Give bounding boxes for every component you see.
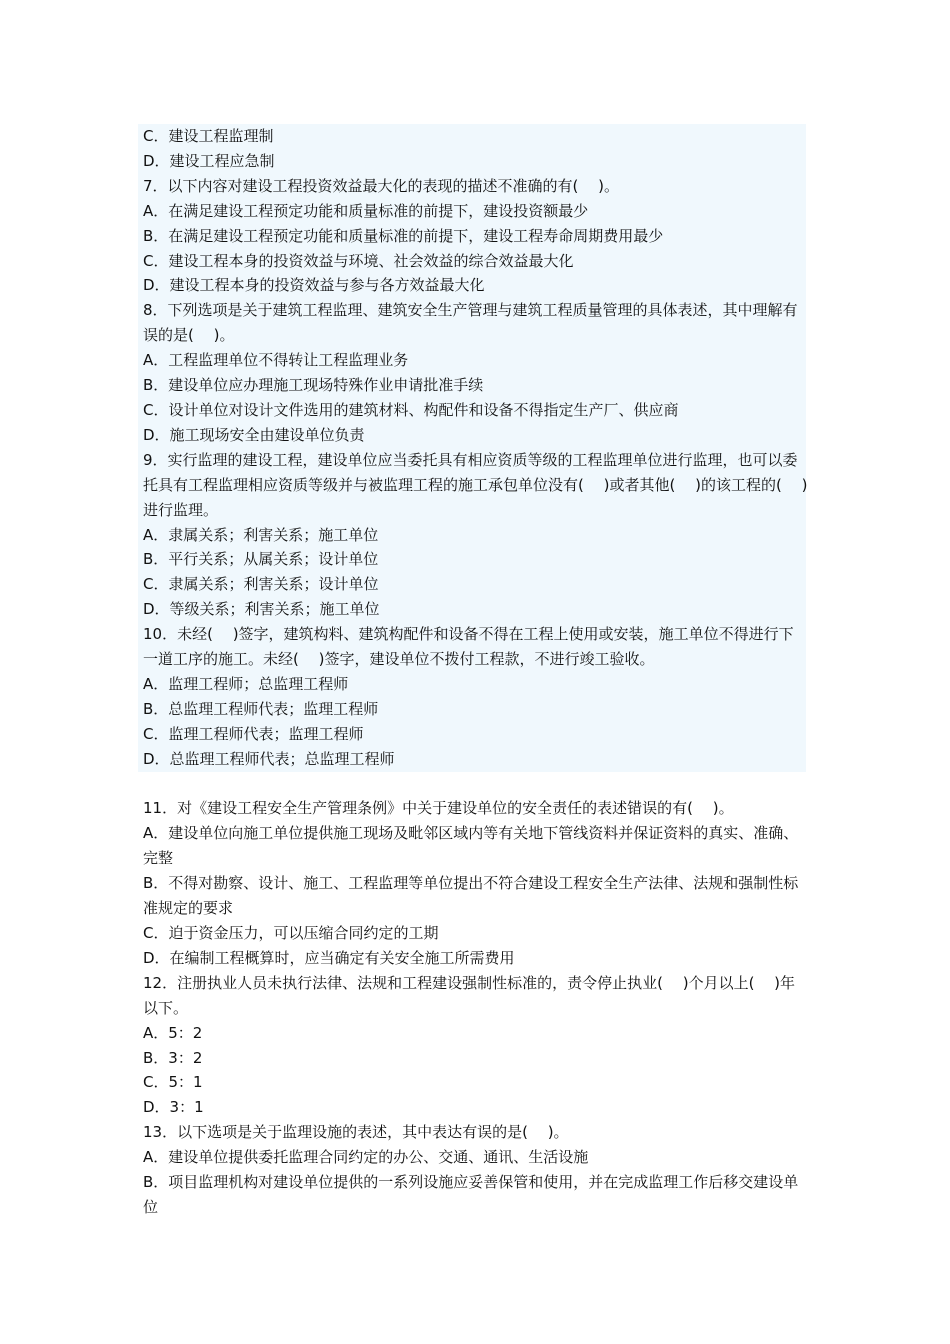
text-line: B．项目监理机构对建设单位提供的一系列设施应妥善保管和使用，并在完成监理工作后移交建设单位: [143, 1173, 799, 1216]
text-line: C．5：1: [143, 1073, 203, 1092]
text-line: C．建设工程本身的投资效益与环境、社会效益的综合效益最大化: [143, 251, 574, 270]
text-line: A．工程监理单位不得转让工程监理业务: [143, 351, 409, 370]
text-line: B．平行关系；从属关系；设计单位: [143, 550, 379, 569]
question-10: 10．未经( )签字，建筑构料、建筑构配件和设备不得在工程上使用或安装，施工单位不得进行下一道工序的施工。未经( )签字，建设单位不拨付工程款，不进行竣工验收。: [143, 625, 794, 669]
text-line: B．建设单位应办理施工现场特殊作业申请批准手续: [143, 376, 484, 395]
document-body: [143, 124, 808, 1220]
text-line: A．建设单位向施工单位提供施工现场及毗邻区域内等有关地下管线资料并保证资料的真实、准确、完整: [143, 824, 799, 868]
text-line: A．5：2: [143, 1023, 203, 1042]
text-line: C．建设工程监理制: [143, 127, 274, 145]
text-line: A．在满足建设工程预定功能和质量标准的前提下，建设投资额最少: [143, 201, 589, 220]
text-line: D．总监理工程师代表；总监理工程师: [143, 749, 395, 768]
text-line: D．3：1: [143, 1098, 204, 1117]
question-7: 7．以下内容对建设工程投资效益最大化的表现的描述不准确的有( )。: [143, 176, 620, 195]
blank-line: [143, 772, 808, 797]
text-line: C．迫于资金压力，可以压缩合同约定的工期: [143, 923, 439, 942]
text-line: C．监理工程师代表；监理工程师: [143, 724, 364, 743]
text-line: C．隶属关系；利害关系；设计单位: [143, 575, 379, 594]
question-8: 8．下列选项是关于建筑工程监理、建筑安全生产管理与建筑工程质量管理的具体表述，其中理解有误的是( )。: [143, 301, 798, 345]
text-line: B．3：2: [143, 1048, 203, 1067]
text-line: A．隶属关系；利害关系；施工单位: [143, 525, 379, 544]
question-12: 12．注册执业人员未执行法律、法规和工程建设强制性标准的，责令停止执业( )个月以上( )年以下。: [143, 973, 796, 1017]
text-line: A．监理工程师；总监理工程师: [143, 674, 349, 693]
text-line: D．等级关系；利害关系；施工单位: [143, 600, 380, 619]
text-line: B．在满足建设工程预定功能和质量标准的前提下，建设工程寿命周期费用最少: [143, 226, 664, 245]
text-line: D．在编制工程概算时，应当确定有关安全施工所需费用: [143, 948, 515, 967]
text-line: B．不得对勘察、设计、施工、工程监理等单位提出不符合建设工程安全生产法律、法规和强制性标准规定的要求: [143, 874, 799, 918]
question-9: 9．实行监理的建设工程，建设单位应当委托具有相应资质等级的工程监理单位进行监理，也可以委托具有工程监理相应资质等级并与被监理工程的施工承包单位没有( )或者其他( )的该工程的( )进行监理。: [143, 450, 808, 519]
question-11: 11．对《建设工程安全生产管理条例》中关于建设单位的安全责任的表述错误的有( )。: [143, 799, 734, 818]
question-13: 13．以下选项是关于监理设施的表述，其中表达有误的是( )。: [143, 1123, 569, 1142]
text-line: A．建设单位提供委托监理合同约定的办公、交通、通讯、生活设施: [143, 1148, 589, 1167]
text-line: D．施工现场安全由建设单位负责: [143, 425, 365, 444]
text-line: D．建设工程本身的投资效益与参与各方效益最大化: [143, 276, 485, 295]
text-line: D．建设工程应急制: [143, 151, 275, 170]
text-line: C．设计单位对设计文件选用的建筑材料、构配件和设备不得指定生产厂、供应商: [143, 400, 679, 419]
text-line: B．总监理工程师代表；监理工程师: [143, 699, 379, 718]
